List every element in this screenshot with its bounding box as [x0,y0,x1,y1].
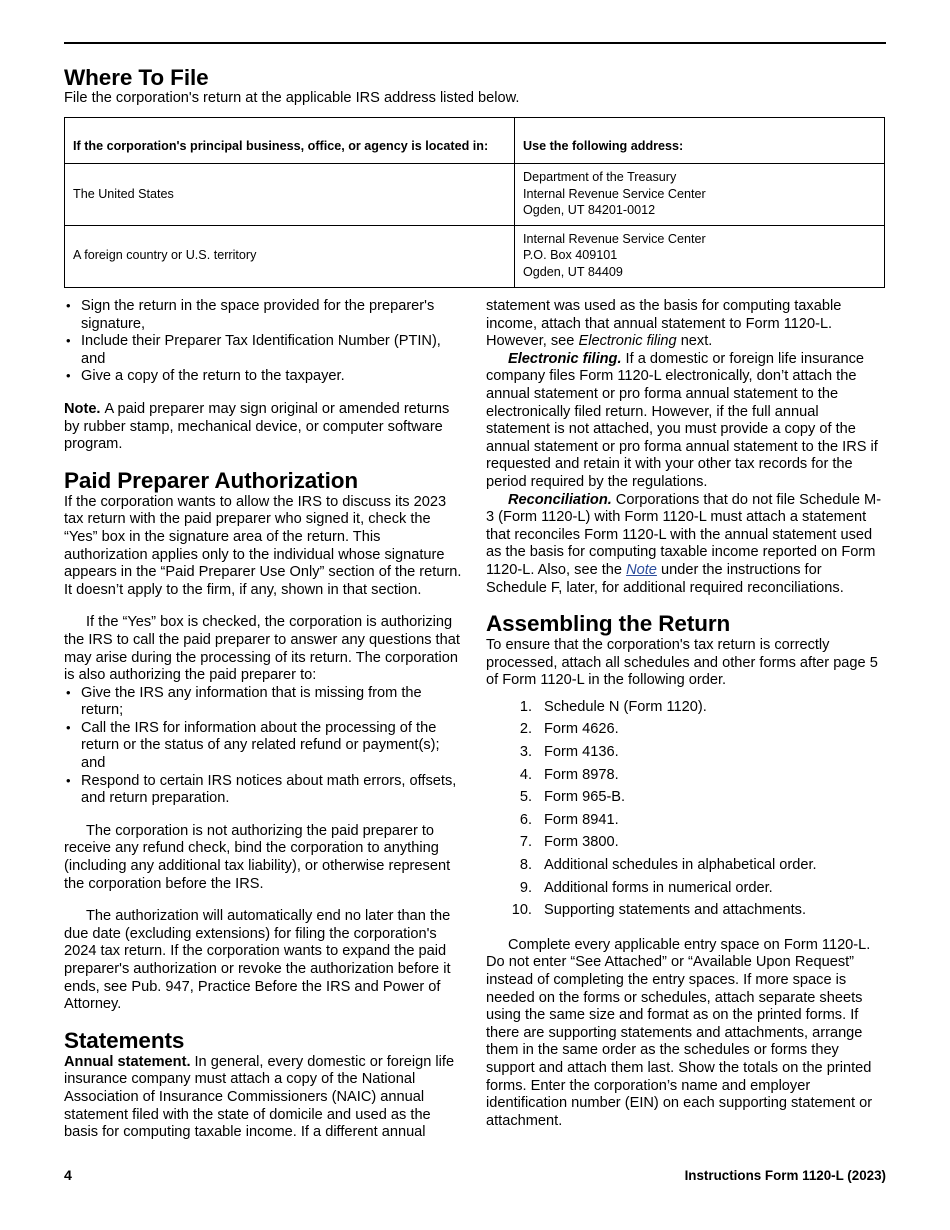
reconciliation-text-after: under the instructions for Schedule F, later, for additional required reconciliations. [486,561,844,596]
list-item [486,877,884,900]
table-row [65,225,885,287]
list-item-text: Respond to certain IRS notices about math errors, offsets, and return preparation. [81,772,457,807]
paid-preparer-paragraph-1: If the corporation wants to allow the IRS to discuss its 2023 tax return with the paid preparer who signed it, check the “Yes” box in the signature area of the return. This authorization applies only to the individual whose signature appears in the “Paid Preparer Use Only” section of the return. It doesn’t apply to the firm, if any, shown in that section. [64,493,462,598]
table-cell-location: The United States [65,164,515,226]
electronic-filing-paragraph [486,351,884,492]
section-heading-paid-preparer-authorization: Paid Preparer Authorization [64,467,359,493]
note-label: Note. [64,400,101,417]
list-item-text: Additional forms in numerical order. [544,879,773,896]
note-link[interactable]: Note [626,561,657,578]
list-item-text: Sign the return in the space provided for the preparer's signature, [81,298,435,332]
list-item [64,333,462,368]
table-cell-location: A foreign country or U.S. territory [65,225,515,287]
list-item [64,720,462,773]
list-item-text: Additional schedules in alphabetical order. [544,857,817,874]
section-heading-where-to-file: Where To File [64,65,209,91]
reconciliation-paragraph [486,492,884,598]
list-item [486,696,884,719]
list-item [486,764,884,787]
list-item-text: Give a copy of the return to the taxpayer. [81,368,345,385]
paid-preparer-paragraph-4: The authorization will automatically end no later than the due date (excluding extensions) for filing the corporation's 2024 tax return. If the corporation wants to expand the paid preparer's authorization or revoke the authorization before it ends, see Pub. 947, Practice Before the IRS and Power of Attorney. [64,908,451,1013]
list-item-number: 1. [519,698,532,715]
header-rule [64,42,886,44]
list-item-number: 8. [519,857,532,874]
reconciliation-label: Reconciliation. [508,491,612,508]
list-item-text: Form 8978. [544,766,619,783]
list-item [486,718,884,741]
list-item-number: 6. [519,811,532,828]
list-item-text: Form 4626. [544,721,619,738]
list-item-text: Schedule N (Form 1120). [544,698,707,715]
address-line: P.O. Box 409101 [523,248,618,263]
address-line: Ogden, UT 84201-0012 [523,203,656,218]
right-column [486,298,884,1130]
reconciliation-text-before: Corporations that do not file Schedule M-3 (Form 1120-L) with Form 1120-L must attach a statement that reconciles Form 1120-L with the annual statement used as the basis for computing taxable income reported on Form 1120-L. Also, see the [486,491,882,578]
bullet-icon: • [66,368,71,384]
address-line: Internal Revenue Service Center [523,186,706,201]
table-cell-address [515,225,885,287]
list-item-text: Form 4136. [544,744,619,761]
paid-preparer-paragraph-3: The corporation is not authorizing the paid preparer to receive any refund check, bind the corporation to anything (including any additional tax liability), or otherwise represent the corporation before the IRS. [64,822,451,892]
list-item-number: 3. [519,744,532,761]
continued-text-after: next. [676,333,713,350]
list-item-text: Call the IRS for information about the processing of the return or the status of any related refund or payment(s); and [81,719,440,772]
table-header-address: Use the following address: [515,118,885,164]
note-text: A paid preparer may sign original or amended returns by rubber stamp, mechanical device, or computer software program. [64,400,450,453]
list-item-number: 10. [511,902,532,919]
electronic-filing-label: Electronic filing. [508,350,622,367]
bullet-icon: • [66,333,71,349]
annual-statement-label: Annual statement. [64,1053,191,1070]
list-item-text: Form 3800. [544,834,619,851]
section-heading-assembling-the-return: Assembling the Return [486,611,731,637]
bullet-icon: • [66,684,71,700]
address-line: Ogden, UT 84409 [523,264,623,279]
list-item-number: 9. [519,879,532,896]
paid-preparer-paragraph-2: If the “Yes” box is checked, the corporation is authorizing the IRS to call the paid preparer to answer any questions that may arise during the processing of its return. The corporation is also authorizing the paid preparer to: [64,614,460,684]
list-item-text: Include their Preparer Tax Identification Number (PTIN), and [81,333,441,367]
list-item [486,854,884,877]
table-header-location: If the corporation's principal business, office, or agency is located in: [65,118,515,164]
assembling-closing-paragraph: Complete every applicable entry space on Form 1120-L. Do not enter “See Attached” or “Available Upon Request” instead of completing the entry spaces. If more space is needed on the forms or schedules, attach separate sheets using the same size and format as on the printed forms. If there are supporting statements and attachments, arrange them in the same order as the schedules or forms they support and attach them last. Show the totals on the printed forms. Enter the corporation’s name and employer identification number (EIN) on each supporting statement or attachment. [486,936,873,1129]
bullet-icon: • [66,772,71,788]
list-item-text: Form 965-B. [544,789,626,806]
note-paragraph [64,401,462,454]
list-item [64,773,462,808]
list-item-number: 5. [519,789,532,806]
authorization-actions-list [64,685,462,808]
annual-statement-paragraph [64,1054,462,1142]
bullet-icon: • [66,719,71,735]
list-item [486,831,884,854]
list-item-text: Supporting statements and attachments. [544,902,807,919]
list-item [64,368,462,386]
assembling-intro: To ensure that the corporation's tax return is correctly processed, attach all schedules and other forms after page 5 of Form 1120-L in the following order. [486,637,878,689]
annual-statement-text: In general, every domestic or foreign life insurance company must attach a copy of the National Association of Insurance Commissioners (NAIC) annual statement filed with the state of domicile and used as the basis for computing taxable income. If a different annual [64,1053,455,1141]
list-item-number: 2. [519,721,532,738]
table-row [65,164,885,226]
assembly-order-list [486,696,884,922]
electronic-filing-text: If a domestic or foreign life insurance company files Form 1120-L electronically, don’t attach the annual statement or pro forma annual statement to the electronically filed return. However, if the full annual statement is not attached, you must provide a copy of the annual statement or pro forma annual statement to the IRS if requested and retain it with your other tax records for the period required by the regulations. [486,350,878,490]
list-item [486,809,884,832]
list-item [486,899,884,922]
footer-page-number: 4 [64,1168,72,1184]
list-item [486,786,884,809]
list-item-number: 7. [519,834,532,851]
left-column [64,298,462,1142]
section-heading-statements: Statements [64,1027,185,1053]
electronic-filing-reference: Electronic filing [578,333,677,350]
list-item [64,298,462,333]
list-item-number: 4. [519,766,532,783]
list-item [486,741,884,764]
list-item-text: Form 8941. [544,811,619,828]
bullet-icon: • [66,298,71,313]
where-to-file-intro: File the corporation's return at the applicable IRS address listed below. [64,90,520,106]
continued-text-before: statement was used as the basis for computing taxable income, attach that annual statement to Form 1120-L. However, see [486,298,842,350]
where-to-file-table [64,117,885,288]
list-item-text: Give the IRS any information that is missing from the return; [81,684,422,719]
continued-paragraph [486,298,884,351]
address-line: Department of the Treasury [523,170,677,184]
table-header-row [65,118,885,164]
preparer-requirements-list [64,298,462,386]
footer-document-title: Instructions Form 1120-L (2023) [684,1168,886,1183]
table-cell-address [515,164,885,226]
list-item [64,685,462,720]
address-line: Internal Revenue Service Center [523,231,706,246]
